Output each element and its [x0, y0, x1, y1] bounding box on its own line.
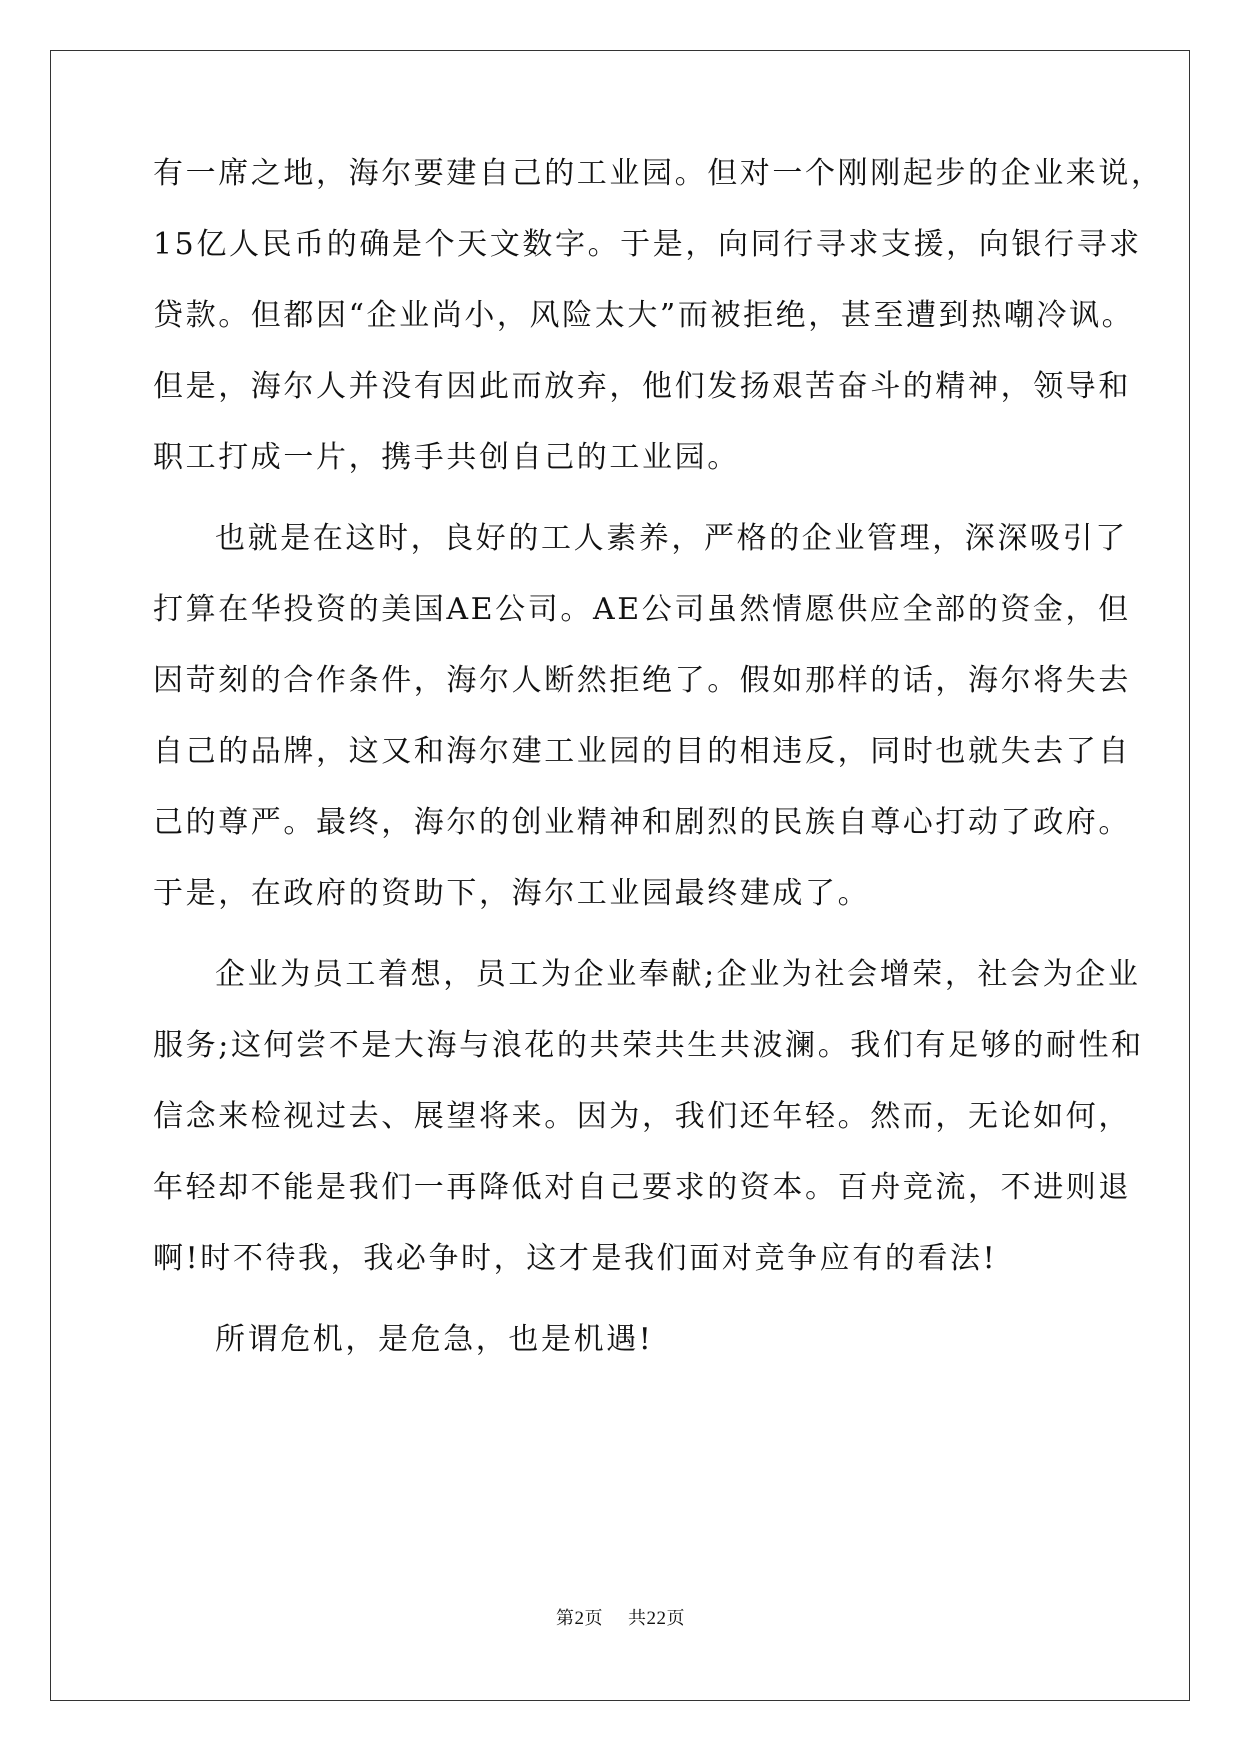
- page-prefix: 第: [556, 1608, 575, 1629]
- text-line: 贷款。但都因“企业尚小，风险太大”而被拒绝，甚至遭到热嘲冷讽。: [153, 298, 1135, 333]
- text-line: 有一席之地，海尔要建自己的工业园。但对一个刚刚起步的企业来说，: [153, 156, 1164, 191]
- text-line: 15亿人民币的确是个天文数字。于是，向同行寻求支援，向银行寻求: [153, 227, 1142, 262]
- text-line: 于是，在政府的资助下，海尔工业园最终建成了。: [153, 876, 871, 911]
- total-suffix: 页: [666, 1608, 685, 1629]
- text-line: 也就是在这时，良好的工人素养，严格的企业管理，深深吸引了: [215, 521, 1128, 556]
- text-line: 自己的品牌，这又和海尔建工业园的目的相违反，同时也就失去了自: [153, 734, 1131, 769]
- text-line: 啊!时不待我，我必争时，这才是我们面对竞争应有的看法!: [153, 1241, 998, 1276]
- text-line: 服务;这何尝不是大海与浪花的共荣共生共波澜。我们有足够的耐性和: [153, 1028, 1144, 1063]
- text-line: 己的尊严。最终，海尔的创业精神和剧烈的民族自尊心打动了政府。: [153, 805, 1131, 840]
- text-line: 企业为员工着想，员工为企业奉献;企业为社会增荣，社会为企业: [215, 957, 1141, 992]
- text-line: 信念来检视过去、展望将来。因为，我们还年轻。然而，无论如何，: [153, 1099, 1131, 1134]
- page-suffix: 页: [584, 1608, 604, 1629]
- text-line: 职工打成一片，携手共创自己的工业园。: [153, 440, 740, 475]
- text-line: 因苛刻的合作条件，海尔人断然拒绝了。假如那样的话，海尔将失去: [153, 663, 1131, 698]
- page-footer: [0, 1608, 1241, 1630]
- total-prefix: 共: [627, 1608, 647, 1629]
- text-line: 但是，海尔人并没有因此而放弃，他们发扬艰苦奋斗的精神，领导和: [153, 369, 1131, 404]
- total-page-count: 22: [646, 1608, 667, 1629]
- text-line: 年轻却不能是我们一再降低对自己要求的资本。百舟竞流，不进则退: [153, 1170, 1131, 1205]
- current-page-number: 2: [574, 1608, 585, 1629]
- text-line: 所谓危机，是危急，也是机遇!: [215, 1322, 654, 1357]
- text-line: 打算在华投资的美国AE公司。AE公司虽然情愿供应全部的资金，但: [153, 592, 1131, 627]
